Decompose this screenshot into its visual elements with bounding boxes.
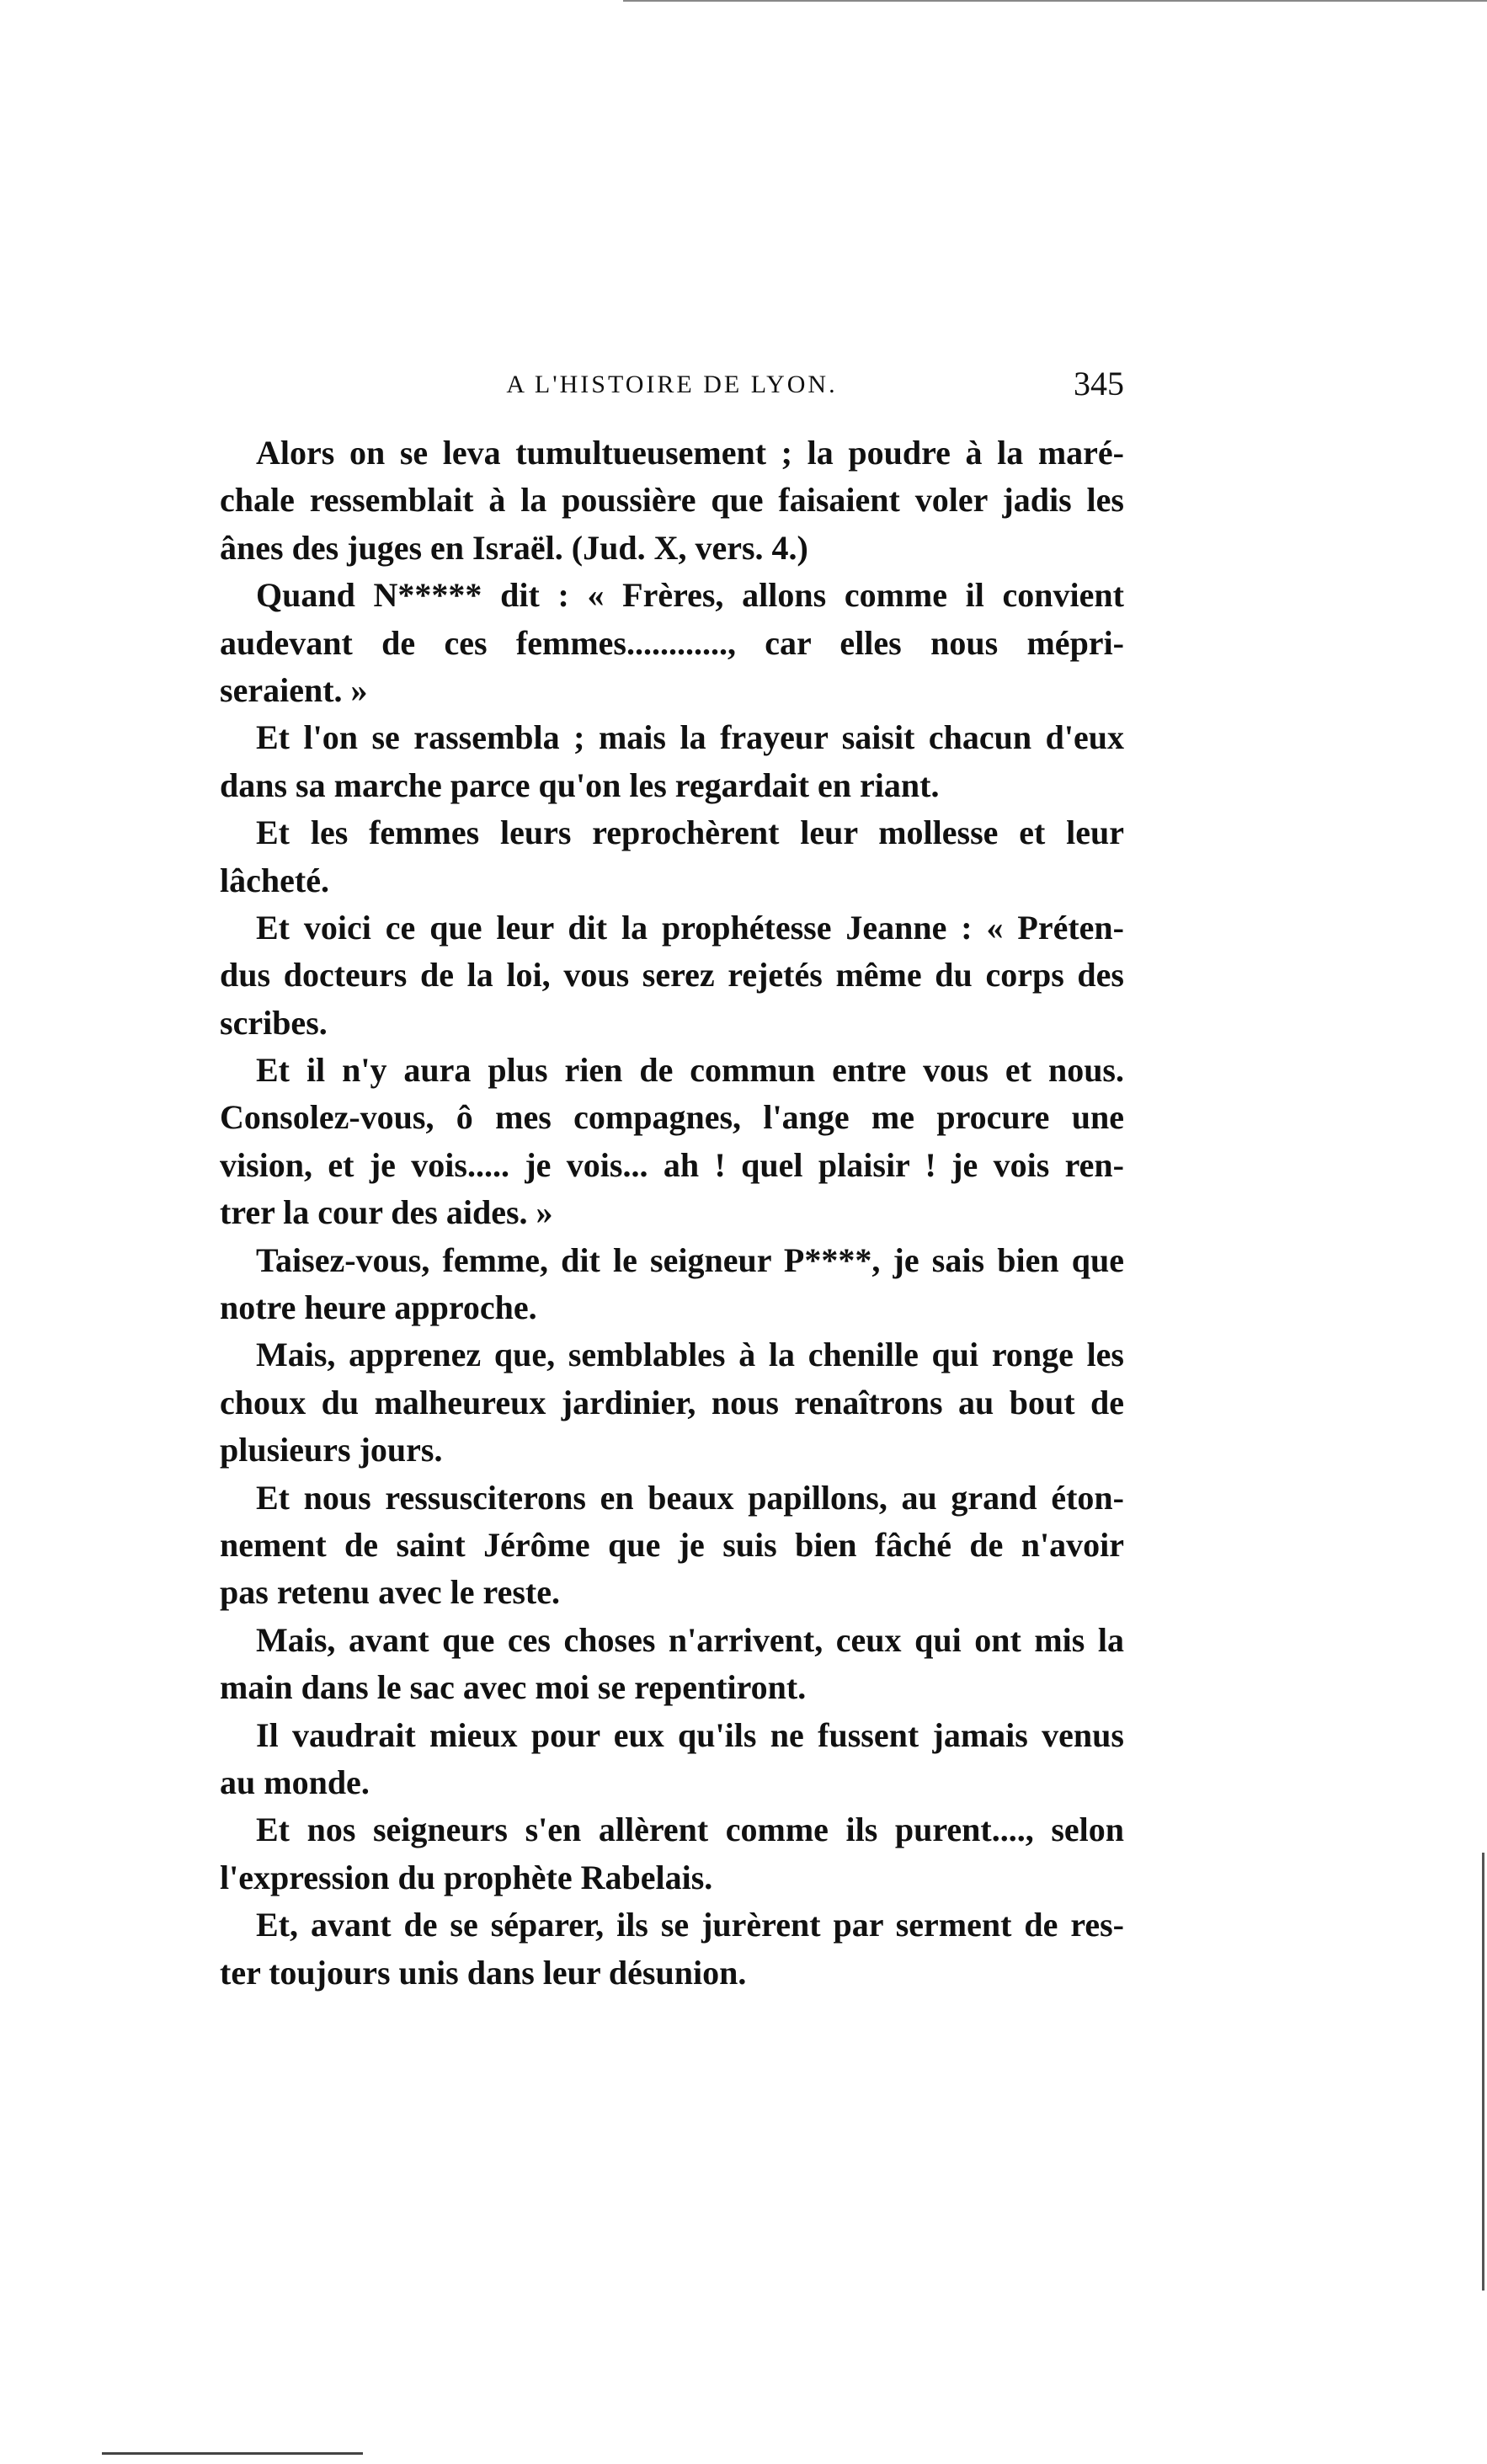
text-line: Et l'on se rassembla ; mais la frayeur saisit chacun d'eux	[256, 718, 1124, 757]
text-line: choux du malheureux jardinier, nous renaîtrons au bout de	[220, 1383, 1124, 1421]
scan-edge-bottom-rule	[102, 2452, 363, 2455]
text-line: ânes des juges en Israël. (Jud. X, vers. 4.)	[220, 528, 808, 567]
page-number: 345	[1074, 365, 1124, 403]
text-line: l'expression du prophète Rabelais.	[220, 1858, 713, 1896]
paragraph	[220, 1617, 1124, 1712]
paragraph	[220, 714, 1124, 809]
text-line: Quand N***** dit : « Frères, allons comme il convient	[256, 576, 1124, 615]
text-line: seraient. »	[220, 670, 368, 709]
paragraph	[220, 1237, 1124, 1332]
text-line: Et nous ressusciterons en beaux papillons, au grand éton-	[256, 1478, 1124, 1517]
scan-edge-top-rule	[623, 0, 1487, 2]
text-line: trer la cour des aides. »	[220, 1193, 553, 1232]
page-header	[220, 364, 1124, 406]
text-line: plusieurs jours.	[220, 1431, 443, 1469]
text-line: Consolez-vous, ô mes compagnes, l'ange me procure une	[220, 1098, 1124, 1137]
text-line: scribes.	[220, 1003, 328, 1042]
text-line: Et voici ce que leur dit la prophétesse Jeanne : « Préten-	[256, 908, 1124, 947]
text-line: Et les femmes leurs reprochèrent leur mollesse et leur	[256, 813, 1124, 852]
text-line: pas retenu avec le reste.	[220, 1573, 560, 1612]
paragraph	[220, 1712, 1124, 1807]
page-body	[220, 429, 1124, 1997]
text-line: main dans le sac avec moi se repentiront.	[220, 1668, 807, 1707]
paragraph	[220, 1806, 1124, 1901]
text-line: notre heure approche.	[220, 1288, 537, 1327]
running-title: A L'HISTOIRE DE LYON.	[506, 371, 838, 398]
paragraph	[220, 429, 1124, 572]
text-line: Et, avant de se séparer, ils se jurèrent par serment de res-	[256, 1906, 1124, 1944]
text-line: dus docteurs de la loi, vous serez rejetés même du corps des	[220, 956, 1124, 995]
paragraph	[220, 809, 1124, 904]
text-line: nement de saint Jérôme que je suis bien fâché de n'avoir	[220, 1525, 1124, 1564]
text-line: Taisez-vous, femme, dit le seigneur P****, je sais bien que	[256, 1240, 1124, 1279]
paragraph	[220, 1901, 1124, 1997]
paragraph	[220, 1475, 1124, 1617]
paragraph	[220, 1047, 1124, 1237]
text-line: Mais, avant que ces choses n'arrivent, ceux qui ont mis la	[256, 1620, 1124, 1659]
scan-edge-right-rule	[1482, 1853, 1484, 2291]
text-line: Et il n'y aura plus rien de commun entre vous et nous.	[256, 1051, 1124, 1090]
text-line: vision, et je vois..... je vois... ah ! quel plaisir ! je vois ren-	[220, 1145, 1124, 1184]
text-line: Il vaudrait mieux pour eux qu'ils ne fussent jamais venus	[256, 1715, 1124, 1754]
text-line: chale ressemblait à la poussière que faisaient voler jadis les	[220, 481, 1124, 520]
text-line: Mais, apprenez que, semblables à la chenille qui ronge les	[256, 1336, 1124, 1374]
paragraph	[220, 904, 1124, 1047]
text-line: dans sa marche parce qu'on les regardait en riant.	[220, 765, 940, 804]
text-line: lâcheté.	[220, 861, 329, 899]
text-line: ter toujours unis dans leur désunion.	[220, 1953, 747, 1992]
paragraph	[220, 572, 1124, 714]
text-line: au monde.	[220, 1763, 370, 1801]
text-line: audevant de ces femmes............, car elles nous mépri-	[220, 623, 1124, 662]
text-line: Alors on se leva tumultueusement ; la poudre à la maré-	[256, 434, 1124, 472]
paragraph	[220, 1331, 1124, 1474]
text-line: Et nos seigneurs s'en allèrent comme ils purent...., selon	[256, 1811, 1124, 1849]
